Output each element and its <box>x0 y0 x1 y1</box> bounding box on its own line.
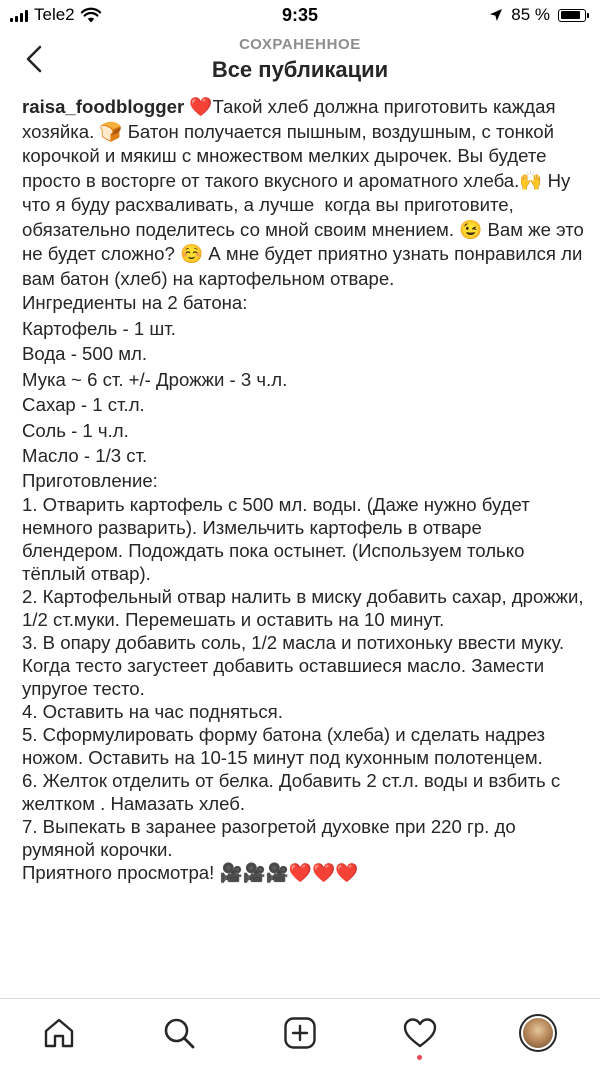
status-time: 9:35 <box>281 5 319 25</box>
battery-icon <box>558 9 586 22</box>
home-icon <box>42 1016 76 1050</box>
caption-closing: Приятного просмотра! 🎥🎥🎥❤️❤️❤️ <box>22 862 359 883</box>
location-arrow-icon <box>489 8 503 22</box>
preparation-step: 3. В опару добавить соль, 1/2 масла и потихоньку ввести муку. Когда тесто загустеет добавить оставшиеся масло. Замести упругое тесто. <box>22 632 565 699</box>
tab-home[interactable] <box>39 1013 79 1053</box>
tab-activity[interactable] <box>400 1013 440 1053</box>
collection-subtitle: СОХРАНЕННОЕ <box>239 36 361 53</box>
tab-search[interactable] <box>159 1013 199 1053</box>
username-link[interactable]: raisa_foodblogger <box>22 96 185 117</box>
post-caption <box>22 95 590 998</box>
ingredient-item: Масло - 1/3 ст. <box>22 445 148 466</box>
preparation-step: 7. Выпекать в заранее разогретой духовке при 220 гр. до румяной корочки. <box>22 816 516 860</box>
caption-intro <box>22 95 590 291</box>
page-title: Все публикации <box>211 57 389 82</box>
bottom-tab-bar <box>0 998 600 1067</box>
status-right-group <box>489 5 586 25</box>
preparation-step: 5. Сформулировать форму батона (хлеба) и сделать надрез ножом. Оставить на 10-15 минут под кухонным полотенцем. <box>22 724 546 768</box>
tab-new-post[interactable] <box>280 1013 320 1053</box>
caption-intro-text: ❤️Такой хлеб должна приготовить каждая хозяйка. 🍞 Батон получается пышным, воздушным, с тонкой корочкой и мякиш с множеством мелких дырочек. Вы будете просто в восторге от такого вкусного и ароматного хлеба.🙌 Ну что я буду расхваливать, а лучше когда вы приготовите, обязательно поделитесь со мной своим мнением. 😉 Вам же это не будет сложно? ☺️ А мне будет приятно узнать понравился ли вам батон (хлеб) на картофельном отваре. <box>22 96 590 289</box>
carrier-name: Tele2 <box>34 5 75 24</box>
preparation-step: 2. Картофельный отвар налить в миску добавить сахар, дрожжи, 1/2 ст.муки. Перемешать и оставить на 10 минут. <box>22 586 584 630</box>
battery-percent: 85 % <box>511 5 550 24</box>
preparation-steps <box>22 493 584 861</box>
ingredient-item: Соль - 1 ч.л. <box>22 419 129 441</box>
status-bar <box>0 0 600 32</box>
ingredient-item: Картофель - 1 шт. <box>22 317 176 339</box>
preparation-step: 4. Оставить на час подняться. <box>22 701 283 722</box>
ingredient-item: Мука ~ 6 ст. +/- Дрожжи - 3 ч.л. <box>22 368 288 390</box>
profile-avatar <box>519 1014 557 1052</box>
ingredient-item: Сахар - 1 ст.л. <box>22 394 145 415</box>
activity-notification-dot <box>417 1055 422 1060</box>
preparation-heading: Приготовление: <box>22 469 158 491</box>
ingredients-list <box>22 316 584 469</box>
search-icon <box>162 1016 196 1050</box>
new-post-icon <box>283 1016 317 1050</box>
preparation-step: 1. Отварить картофель с 500 мл. воды. (Даже нужно будет немного разварить). Измельчить картофель в отваре блендером. Подождать пока остынет. (Используем только тёплый отвар). <box>22 494 530 584</box>
ingredients-heading: Ингредиенты на 2 батона: <box>22 292 248 313</box>
nav-header <box>0 32 600 90</box>
battery-fill <box>561 11 581 19</box>
ingredient-item: Вода - 500 мл. <box>22 343 148 364</box>
avatar-photo <box>523 1018 553 1048</box>
activity-heart-icon <box>402 1016 438 1050</box>
tab-profile[interactable] <box>518 1013 558 1053</box>
preparation-step: 6. Желток отделить от белка. Добавить 2 ст.л. воды и взбить с желтком . Намазать хлеб. <box>22 770 561 814</box>
